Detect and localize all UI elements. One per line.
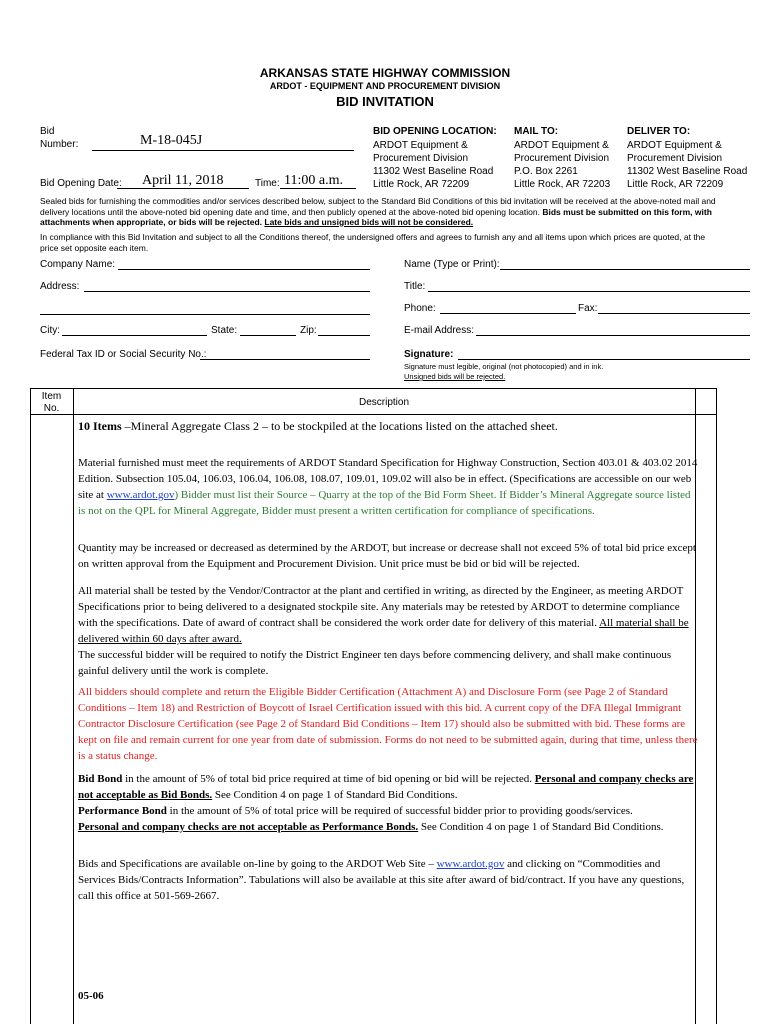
- table-top-border: [30, 388, 716, 389]
- mail-to-l1: ARDOT Equipment &: [514, 140, 609, 151]
- table-item-divider: [73, 388, 74, 1024]
- bond-paragraph: [78, 771, 698, 835]
- notice-text: Sealed bids for furnishing the commodities and/or services described below, subject to the Standard Bid Conditions of this bid invitation will be received at the above-noted mail and delivery locations until the above-noted bid opening date and time, and then publicly opened at the above-noted bid opening location.: [40, 196, 716, 217]
- bid-label-2: Number:: [40, 139, 79, 150]
- mail-to-l4: Little Rock, AR 72203: [514, 179, 611, 190]
- bidder-certification-paragraph: All bidders should complete and return the Eligible Bidder Certification (Attachment A) and Disclosure Form (see Page 2 of Standard Conditions – Item 18) and Restriction of Boycott of Israel Certification issued with this bid. A current copy of the DFA Illegal Immigrant Contractor Disclosure Certification (see Page 2 of Standard Bid Conditions – Item 17) should also be submitted with bid. These forms are kept on file and remain current for one year from date of submission. Forms do not need to be submitted again, during that time, unless there is a status change.: [78, 686, 698, 762]
- signature-note-1: Signature must legible, original (not photocopied) and in ink.: [404, 362, 604, 371]
- description-header: Description: [358, 397, 410, 408]
- opening-location-title: BID OPENING LOCATION:: [373, 126, 497, 137]
- deliver-to-title: DELIVER TO:: [627, 126, 691, 137]
- address-field[interactable]: [84, 291, 370, 292]
- availability-text-1: Bids and Specifications are available on-line by going to the ARDOT Web Site –: [78, 858, 437, 870]
- table-left-border: [30, 388, 31, 1024]
- performance-bond-label: Performance Bond: [78, 805, 167, 817]
- division-ar: AR: [269, 81, 283, 91]
- quantity-paragraph: Quantity may be increased or decreased as determined by the ARDOT, but increase or decrease shall not exceed 5% of total bid price except on written approval from the Equipment and Procurement Division. Unit price must be bid or bid will be rejected.: [78, 542, 696, 570]
- opening-location-l2: Procurement Division: [373, 153, 469, 164]
- mail-to-l2: Procurement Division: [514, 153, 610, 164]
- material-text-2: ) Bidder must list their Source – Quarry at the top of the Bid Form Sheet. If Bidder’s Mineral Aggregate source listed is not on the QPL for Mineral Aggregate, Bidder must present a written certification for compliance of specifications.: [78, 489, 691, 517]
- phone-label: Phone:: [404, 303, 436, 314]
- zip-label: Zip:: [300, 325, 317, 336]
- state-field[interactable]: [240, 335, 296, 336]
- item-no-header: [30, 391, 73, 415]
- time-label: Time:: [255, 178, 280, 189]
- division-rest: DOT - EQUIPMENT AND PROCUREMENT DIVISION: [282, 81, 501, 91]
- opening-location: [373, 125, 497, 191]
- division-subtitle: [0, 81, 770, 91]
- agency-title: ARKANSAS STATE HIGHWAY COMMISSION: [259, 66, 511, 80]
- notice-bold-underline: Late bids and unsigned bids will not be considered.: [264, 217, 474, 227]
- deliver-to-l4: Little Rock, AR 72209: [627, 179, 724, 190]
- form-number: 05-06: [78, 990, 104, 1002]
- mail-to-title: MAIL TO:: [514, 126, 559, 137]
- title-label: Title:: [404, 281, 426, 292]
- company-name-label: Company Name:: [40, 259, 116, 270]
- notice-bold: Bids must be submitted on this form, with attachments when appropriate, or bids will be rejected.: [40, 206, 712, 227]
- testing-paragraph: [78, 583, 698, 679]
- email-field[interactable]: [476, 335, 750, 336]
- bid-bond-text: in the amount of 5% of total bid price required at time of bid opening or bid will be rejected.: [122, 773, 535, 785]
- address-label: Address:: [40, 281, 80, 292]
- page-title: BID INVITATION: [336, 94, 434, 109]
- availability-text-2: and clicking on “Commodities and Services Bids/Contracts Information”. Tabulations will also be available at this site after award of bid/contract. If you have any questions, call this office at 501-569-2667.: [78, 858, 685, 902]
- testing-text-2: The successful bidder will be required to notify the District Engineer ten days before commencing delivery, and shall make continuous gainful delivery until the work is complete.: [78, 649, 672, 677]
- city-field[interactable]: [62, 335, 207, 336]
- testing-underline: All material shall be delivered within 60 days after award.: [78, 617, 689, 645]
- bid-opening-date-label: Bid Opening Date:: [40, 178, 122, 189]
- bid-bond-label: Bid Bond: [78, 773, 123, 785]
- fax-field[interactable]: [598, 313, 750, 314]
- availability-paragraph: [78, 856, 698, 904]
- opening-location-l3: 11302 West Baseline Road: [373, 166, 494, 177]
- deliver-to: [627, 125, 747, 191]
- fax-label: Fax:: [578, 303, 598, 314]
- bid-opening-time[interactable]: 11:00 a.m.: [284, 173, 343, 188]
- ardot-link-1[interactable]: www.ardot.gov: [106, 489, 175, 501]
- name-field[interactable]: [500, 269, 750, 270]
- email-label: E-mail Address:: [404, 325, 475, 336]
- opening-location-l4: Little Rock, AR 72209: [373, 179, 470, 190]
- signature-field[interactable]: [458, 359, 750, 360]
- items-description: –Mineral Aggregate Class 2 – to be stockpiled at the locations listed on the attached sheet.: [121, 419, 558, 433]
- signature-note-2: Unsigned bids will be rejected.: [404, 372, 506, 381]
- title-field[interactable]: [428, 291, 750, 292]
- tax-id-field[interactable]: [200, 359, 370, 360]
- mail-to: [514, 125, 610, 191]
- zip-field[interactable]: [318, 335, 370, 336]
- notice-paragraph-2: In compliance with this Bid Invitation and subject to all the Conditions thereof, the undersigned offers and agrees to furnish any and all items upon which prices are quoted, at the price set opposite each item.: [40, 232, 706, 253]
- table-header-bottom: [30, 414, 716, 415]
- performance-bond-condition: See Condition 4 on page 1 of Standard Bid Conditions.: [418, 821, 664, 833]
- name-label: Name (Type or Print):: [404, 259, 500, 270]
- mail-to-l3: P.O. Box 2261: [514, 166, 578, 177]
- deliver-to-l1: ARDOT Equipment &: [627, 140, 722, 151]
- signature-note: [404, 362, 603, 382]
- bid-bond-condition: See Condition 4 on page 1 of Standard Bid Conditions.: [212, 789, 458, 801]
- performance-bond-text: in the amount of 5% of total price will be required of successful bidder prior to providing goods/services.: [166, 805, 633, 817]
- material-paragraph: [78, 455, 698, 519]
- notice-paragraph-1: [40, 196, 720, 228]
- items-count: 10 Items: [78, 419, 122, 433]
- company-name-field[interactable]: [118, 269, 370, 270]
- address-field-2[interactable]: [40, 314, 370, 315]
- tax-id-label: Federal Tax ID or Social Security No.:: [40, 349, 207, 360]
- material-text-1: Material furnished must meet the requirements of ARDOT Standard Specification for Highway Construction, Section 403.01 & 403.02 2014 Edition. Subsection 105.04, 106.03, 106.04, 106.08, 108.07, 109.01, 109.02 will also be in effect. (Specifications are accessible on our web site at: [78, 457, 698, 501]
- state-label: State:: [211, 325, 238, 336]
- testing-text-1: All material shall be tested by the Vendor/Contractor at the plant and certified in writing, as directed by the Engineer, as meeting ARDOT Specifications prior to being delivered to a designated stockpile site. Any materials may be retested by ARDOT to determine compliance with the specifications. Date of award of contract shall be considered the work order date for delivery of this material.: [78, 585, 684, 629]
- deliver-to-l2: Procurement Division: [627, 153, 723, 164]
- bid-number[interactable]: M-18-045J: [140, 133, 203, 148]
- bid-bond-checks: Personal and company checks are not acceptable as Bid Bonds.: [78, 773, 694, 801]
- bid-opening-date[interactable]: April 11, 2018: [142, 173, 224, 188]
- item-header-2: No.: [43, 403, 60, 414]
- item-header-1: Item: [41, 391, 62, 402]
- table-right-border: [716, 388, 717, 1024]
- performance-bond-checks: Personal and company checks are not acceptable as Performance Bonds.: [78, 821, 419, 833]
- city-label: City:: [40, 325, 60, 336]
- signature-label: Signature:: [404, 349, 454, 360]
- items-line: [78, 418, 698, 434]
- opening-location-l1: ARDOT Equipment &: [373, 140, 468, 151]
- phone-field[interactable]: [440, 313, 576, 314]
- deliver-to-l3: 11302 West Baseline Road: [627, 166, 748, 177]
- ardot-link-2[interactable]: www.ardot.gov: [436, 858, 505, 870]
- bid-label-1: Bid: [40, 126, 55, 137]
